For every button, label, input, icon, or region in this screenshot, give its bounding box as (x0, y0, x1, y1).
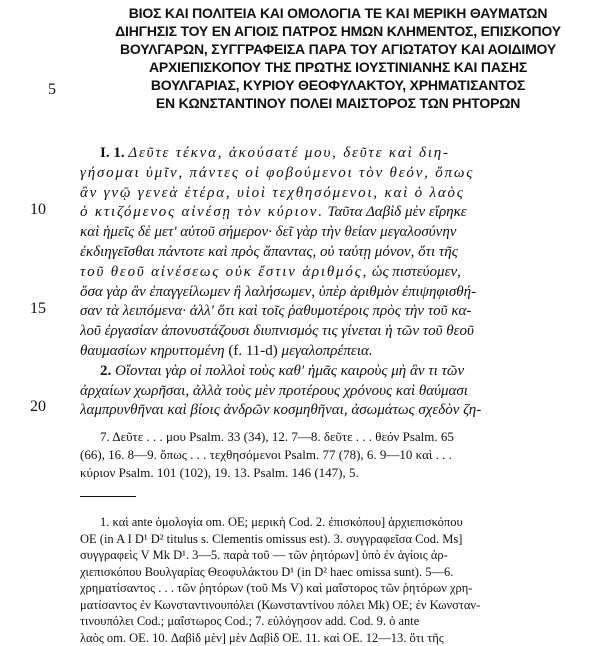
text-line: ἀρχαίων χωρῆσαι, ἀλλὰ τοὺς μὲν προτέρους χρόνους καὶ θαύμασι (80, 382, 592, 402)
text-segment: ὡς πιστεύομεν, (368, 264, 461, 280)
quotation: τοῦ θεοῦ αἰνέσεως οὐκ ἔστιν ἀριθμός, (80, 264, 368, 280)
line-number-10: 10 (30, 200, 60, 220)
line-number-20: 20 (30, 397, 60, 417)
document-title (78, 4, 598, 112)
title-line: ΒΟΥΛΓΑΡΙΑΣ, ΚΥΡΙΟΥ ΘΕΟΦΥΛΑΚΤΟΥ, ΧΡΗΜΑΤΙΣΑΝΤΟΣ (78, 76, 598, 94)
section-number: 2. (100, 363, 111, 379)
apparatus-line: συγγραφεὶς V Mk D¹. 3—5. παρὰ τοῦ — τῶν ῥητόρων] ὑπὸ ἐν ἁγίοις ἀρ- (80, 547, 592, 564)
section-number: I. 1. (100, 145, 125, 161)
text-line (80, 263, 592, 283)
text-segment: Ταῦτα Δαβὶδ μὲν εἴρηκε (324, 204, 467, 220)
text-line (80, 203, 592, 223)
text-line (80, 342, 592, 362)
separator-rule (80, 496, 136, 497)
apparatus-line: χρηματίσαντος . . . τῶν ῥητόρων (τοῦ Ms V) καὶ μαΐστορος τῶν ῥητόρων χρη- (80, 580, 592, 597)
apparatus-line: OE (in A I D¹ D² titulus s. Clementis omissus est). 3. συγγραφεῖσα Cod. Ms] (80, 531, 592, 548)
critical-apparatus (80, 514, 592, 646)
text-line (80, 362, 592, 382)
line-number-15: 15 (30, 299, 60, 319)
sources-apparatus (80, 428, 592, 482)
title-line: ΕΝ ΚΩΝΣΤΑΝΤΙΝΟΥ ΠΟΛΕΙ ΜΑΙΣΤΟΡΟΣ ΤΩΝ ΡΗΤΟΡΩΝ (78, 94, 598, 112)
text-line: ἂν γνῷ γενεὰ ἑτέρα, υἱοὶ τεχθησόμενοι, καὶ ὁ λαὸς (80, 184, 592, 204)
main-text (80, 144, 592, 421)
text-line: γήσομαι ὑμῖν, πάντες οἱ φοβούμενοι τὸν θεόν, ὅπως (80, 164, 592, 184)
folio-reference: (f. 11-d) (225, 343, 282, 359)
text-line: ὅσα γὰρ ἂν ἐπαγγείλωμεν ἢ λαλήσωμεν, ὑπὲρ ἀριθμὸν ἐπιψηφισθή- (80, 283, 592, 303)
title-line: ΒΟΥΛΓΑΡΩΝ, ΣΥΓΓΡΑΦΕΙΣΑ ΠΑΡΑ ΤΟΥ ΑΓΙΩΤΑΤΟΥ ΚΑΙ ΑΟΙΔΙΜΟΥ (78, 40, 598, 58)
apparatus-line: κύριον Psalm. 101 (102), 19. 13. Psalm. 146 (147), 5. (80, 464, 592, 482)
text-line: λοῦ ἐργασίαν ἀπονυστάζουσι διυπνισμός τις γίνεται ἡ τῶν τοῦ θεοῦ (80, 322, 592, 342)
apparatus-line: 1. καὶ ante ὁμολογία om. OE; μερικὴ Cod. 2. ἐπισκόπου] ἀρχιεπισκόπου (80, 514, 592, 531)
text-line: καὶ ἡμεῖς δὲ μετ' αὐτοῦ σήμερον· δεῖ γὰρ τὴν θείαν μεγαλοσύνην (80, 223, 592, 243)
apparatus-line: 7. Δεῦτε . . . μου Psalm. 33 (34), 12. 7—8. δεῦτε . . . θεόν Psalm. 65 (80, 428, 592, 446)
title-line: ΑΡΧΙΕΠΙΣΚΟΠΟΥ ΤΗΣ ΠΡΩΤΗΣ ΙΟΥΣΤΙΝΙΑΝΗΣ ΚΑΙ ΠΑΣΗΣ (78, 58, 598, 76)
quotation: ὁ κτιζόμενος αἰνέσῃ τὸν κύριον. (80, 204, 324, 220)
text-segment: Οἴονται γὰρ οἱ πολλοὶ τοὺς καθ' ἡμᾶς καιροὺς μὴ ἂν τι τῶν (111, 363, 464, 379)
quotation: Δεῦτε τέκνα, ἀκούσατέ μου, δεῦτε καὶ διη- (128, 145, 449, 161)
apparatus-line: ματίσαντος ἐν Κωνσταντινουπόλει (Κωνσταντίνου πόλει Mk) OE; ἐν Κωνσταν- (80, 597, 592, 614)
apparatus-line: (66), 16. 8—9. ὅπως . . . τεχθησόμενοι Psalm. 77 (78), 6. 9—10 καὶ . . . (80, 446, 592, 464)
text-line: ἐκδιηγεῖσθαι πάντοτε καὶ πρὸς ἅπαντας, οὐ ταύτῃ μόνον, ὅτι τῆς (80, 243, 592, 263)
apparatus-line: χιεπισκόπου Βουλγαρίας Θεοφυλάκτου D¹ (in D² haec omissa sunt). 5—6. (80, 564, 592, 581)
line-number-5: 5 (48, 80, 78, 100)
title-line: ΔΙΗΓΗΣΙΣ ΤΟΥ ΕΝ ΑΓΙΟΙΣ ΠΑΤΡΟΣ ΗΜΩΝ ΚΛΗΜΕΝΤΟΣ, ΕΠΙΣΚΟΠΟΥ (78, 22, 598, 40)
apparatus-line: λαὸς om. OE. 10. Δαβὶδ μὲν] μὲν Δαβὶδ OE. 11. καὶ OE. 12—13. ὅτι τῆς (80, 630, 592, 646)
text-segment: θαυμασίων κηρυττομένη (80, 343, 225, 359)
text-line: σαν τὰ λειπόμενα· ἀλλ' ὅτι καὶ τοῖς ῥαθυμοτέροις πρὸς τὴν τοῦ κα- (80, 302, 592, 322)
text-segment: μεγαλοπρέπεια. (282, 343, 373, 359)
text-line: λαμπρυνθῆναι καὶ βίοις ἀνδρῶν κοσμηθῆναι, ἀσωμάτως σχεδὸν ζη- (80, 401, 592, 421)
title-line: ΒΙΟΣ ΚΑΙ ΠΟΛΙΤΕΙΑ ΚΑΙ ΟΜΟΛΟΓΙΑ ΤΕ ΚΑΙ ΜΕΡΙΚΗ ΘΑΥΜΑΤΩΝ (78, 4, 598, 22)
apparatus-line: τινουπόλει Cod.; μαΐστωρος Cod.; 7. εὐλόγησον add. Cod. 9. ὁ ante (80, 613, 592, 630)
text-line (80, 144, 592, 164)
